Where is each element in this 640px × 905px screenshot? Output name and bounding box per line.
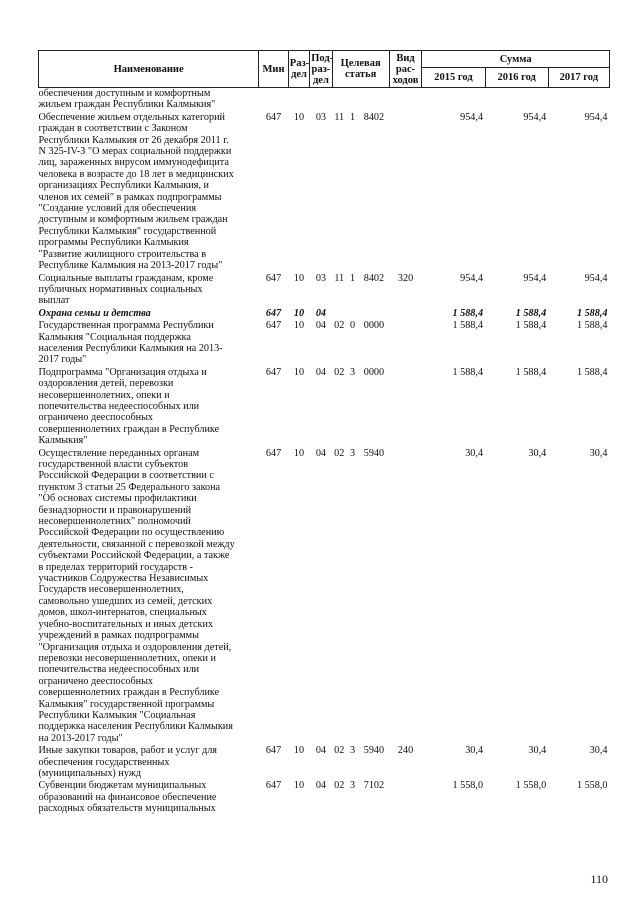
- budget-table: [38, 50, 610, 815]
- cell-min: [259, 88, 289, 111]
- table-header: [39, 51, 610, 88]
- cell-2015: 30,4: [465, 745, 484, 757]
- cell-target-direction: 5940: [363, 447, 385, 459]
- cell-2017: 954,4: [584, 111, 608, 123]
- cell-podrazdel: [310, 88, 332, 111]
- cell-2015: 1 588,4: [452, 366, 484, 378]
- cell-2017: 1 588,4: [576, 320, 608, 332]
- header-sum: Сумма: [422, 51, 610, 68]
- cell-podrazdel: 03: [315, 111, 326, 123]
- cell-target-program: 11: [334, 111, 345, 123]
- cell-2017: 1 558,0: [576, 780, 608, 792]
- cell-target-subprogram: [346, 307, 358, 319]
- cell-target-direction: 5940: [363, 745, 385, 757]
- header-vid: Вид рас- ходов: [389, 51, 422, 88]
- cell-podrazdel: 04: [315, 307, 326, 319]
- cell-podrazdel: 04: [315, 447, 326, 459]
- header-name: Наименование: [39, 51, 259, 88]
- cell-name: обеспечения доступным и комфортным жильем граждан Республики Калмыкия": [38, 88, 216, 111]
- cell-target-direction: 7102: [363, 780, 385, 792]
- cell-razdel: 10: [293, 272, 305, 284]
- table-row: [39, 779, 610, 814]
- cell-target-direction: 8402: [363, 272, 385, 284]
- cell-target-subprogram: 3: [349, 780, 356, 792]
- cell-min: 647: [265, 307, 282, 319]
- cell-min: 647: [265, 745, 282, 757]
- cell-2016: 954,4: [523, 272, 547, 284]
- cell-2017: 30,4: [589, 745, 608, 757]
- cell-2016: [485, 88, 548, 111]
- cell-vid: 320: [397, 272, 414, 284]
- cell-razdel: 10: [293, 745, 305, 757]
- table-row: [39, 744, 610, 779]
- cell-target-subprogram: 1: [349, 111, 356, 123]
- cell-name: Иные закупки товаров, работ и услуг для обеспечения государственных (муниципальных) нужд: [38, 745, 217, 779]
- cell-podrazdel: 04: [315, 320, 326, 332]
- cell-target-subprogram: 3: [349, 366, 356, 378]
- cell-vid: 240: [397, 745, 414, 757]
- cell-razdel: 10: [293, 307, 305, 319]
- cell-2017: 1 588,4: [576, 307, 608, 319]
- cell-target-subprogram: 0: [349, 320, 356, 332]
- cell-target-program: 02: [334, 745, 345, 757]
- cell-target-direction: 0000: [363, 320, 385, 332]
- table-row: [39, 88, 610, 111]
- cell-2016: 1 558,0: [515, 780, 547, 792]
- cell-target-subprogram: 3: [349, 745, 356, 757]
- header-2016: 2016 год: [485, 68, 548, 88]
- cell-razdel: 10: [293, 366, 305, 378]
- cell-target-subprogram: [346, 88, 358, 111]
- cell-razdel: 10: [293, 320, 305, 332]
- cell-razdel: [288, 88, 309, 111]
- cell-target-program: 02: [334, 447, 345, 459]
- cell-target-direction: [359, 307, 390, 319]
- cell-name: Субвенции бюджетам муниципальных образований на финансовое обеспечение расходных обязательств муниципальных: [38, 780, 217, 815]
- cell-podrazdel: 04: [315, 745, 326, 757]
- table-body: [39, 88, 610, 815]
- cell-razdel: 10: [293, 447, 305, 459]
- header-razdel: Раз- дел: [288, 51, 309, 88]
- cell-min: 647: [265, 320, 282, 332]
- cell-min: 647: [265, 272, 282, 284]
- cell-2017: 1 588,4: [576, 366, 608, 378]
- cell-2016: 30,4: [528, 745, 547, 757]
- cell-target-subprogram: 1: [349, 272, 356, 284]
- cell-razdel: 10: [293, 780, 305, 792]
- cell-2015: 954,4: [460, 272, 484, 284]
- cell-name: Осуществление переданных органам государственной власти субъектов Российской Федерации в соответствии с пунктом 3 статьи 25 Федерального закона "Об основах системы профилактики безнадзорности и правонарушений несовершеннолетних" полномочий Российской Федерации по осуществлению деятельности, связанной с перевозкой между субъектами Российской Федерации, а также в пределах территорий государств - участников Содружества Независимых Государств несовершеннолетних, самовольно ушедших из семей, детских домов, школ-интернатов, специальных учебно-воспитательных и иных детских учреждений в рамках подпрограммы "Организация отдыха и оздоровления детей, перевозки несовершеннолетних, опеки и попечительства недееспособных или ограничено дееспособных совершеннолетних граждан в Республике Калмыкия" государственной программы Республики Калмыкия "Социальная поддержка населения Республики Калмыкия на 2013-2017 годы": [38, 447, 235, 744]
- cell-vid: [389, 307, 422, 319]
- cell-target-program: 11: [334, 272, 345, 284]
- cell-vid: [389, 447, 422, 745]
- cell-2016: 954,4: [523, 111, 547, 123]
- cell-2015: 1 588,4: [452, 320, 484, 332]
- cell-vid: [389, 111, 422, 272]
- table-row: [39, 272, 610, 307]
- cell-name: Подпрограмма "Организация отдыха и оздоровления детей, перевозки несовершеннолетних, опеки и попечительства недееспособных или ограничено дееспособных совершеннолетних граждан в Республике Калмыкия": [38, 366, 220, 447]
- header-podrazdel: Под- раз- дел: [311, 52, 334, 86]
- cell-name: Охрана семьи и детства: [38, 307, 151, 319]
- cell-podrazdel: 04: [315, 780, 326, 792]
- cell-2017: 30,4: [589, 447, 608, 459]
- cell-2017: [548, 88, 609, 111]
- cell-min: 647: [265, 366, 282, 378]
- cell-name: Государственная программа Республики Калмыкия "Социальная поддержка населения Республики Калмыкия на 2013- 2017 годы": [38, 320, 223, 366]
- header-2017: 2017 год: [548, 68, 609, 88]
- cell-2016: 1 588,4: [515, 366, 547, 378]
- cell-2016: 1 588,4: [515, 307, 547, 319]
- cell-podrazdel: 04: [315, 366, 326, 378]
- cell-target-program: [332, 307, 346, 319]
- cell-2015: [422, 88, 485, 111]
- cell-podrazdel: 03: [315, 272, 326, 284]
- table-row: [39, 319, 610, 366]
- cell-vid: [389, 88, 422, 111]
- header-2015: 2015 год: [422, 68, 485, 88]
- cell-target-program: 02: [334, 780, 345, 792]
- cell-name: Социальные выплаты гражданам, кроме публичных нормативных социальных выплат: [38, 272, 214, 307]
- cell-2016: 30,4: [528, 447, 547, 459]
- cell-target-program: 02: [334, 320, 345, 332]
- cell-target-subprogram: 3: [349, 447, 356, 459]
- cell-min: 647: [265, 111, 282, 123]
- cell-target-direction: 0000: [363, 366, 385, 378]
- cell-target-direction: [359, 88, 390, 111]
- cell-min: 647: [265, 780, 282, 792]
- table-row: [39, 366, 610, 447]
- header-target: Целевая статья: [332, 51, 389, 88]
- table-row: [39, 307, 610, 319]
- table-row: [39, 447, 610, 745]
- table-row: [39, 111, 610, 272]
- cell-2015: 954,4: [460, 111, 484, 123]
- cell-vid: [389, 366, 422, 447]
- cell-target-direction: 8402: [363, 111, 385, 123]
- cell-target-program: [332, 88, 346, 111]
- page-number: 110: [590, 872, 608, 886]
- cell-razdel: 10: [293, 111, 305, 123]
- header-min: Мин: [259, 51, 289, 88]
- cell-name: Обеспечение жильем отдельных категорий граждан в соответствии с Законом Республики Калмыкия от 26 декабря 2011 г. N 325-IV-З "О мерах социальной поддержки лиц, зараженных вирусом иммунодефицита человека в возрасте до 18 лет в медицинских организациях Республики Калмыкия, и членов их семей" в рамках подпрограммы "Создание условий для обеспечения доступным и комфортным жильем граждан Республики Калмыкия" государственной программы Республики Калмыкия "Развитие жилищного строительства в Республике Калмыкия на 2013-2017 годы": [38, 111, 234, 272]
- cell-vid: [389, 779, 422, 814]
- cell-2017: 954,4: [584, 272, 608, 284]
- cell-target-program: 02: [334, 366, 345, 378]
- cell-min: 647: [265, 447, 282, 459]
- cell-2015: 30,4: [465, 447, 484, 459]
- cell-vid: [389, 319, 422, 366]
- cell-2015: 1 558,0: [452, 780, 484, 792]
- cell-2015: 1 588,4: [452, 307, 484, 319]
- cell-2016: 1 588,4: [515, 320, 547, 332]
